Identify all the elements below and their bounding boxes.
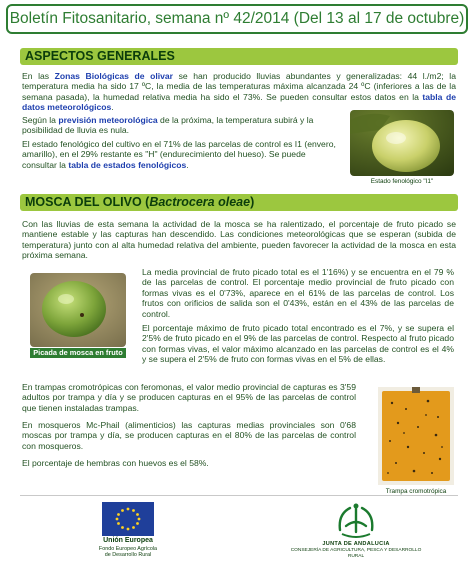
link-zonas-biologicas[interactable]: Zonas Biológicas de olivar <box>54 71 174 81</box>
eu-fund-line2: de Desarrollo Rural <box>104 552 152 558</box>
photo-caption-picada: Picada de mosca en fruto <box>30 348 126 358</box>
mosca-paragraph-5: En mosqueros Mc-Phail (alimenticios) las capturas medias provinciales son 0'68 moscas por trampa y día, se producen capturas en el 80% de las parcelas de control con mosqueros. <box>22 420 356 451</box>
mosca-paragraph-2: La media provincial de fruto picado total es el 1'16%) y se encuentra en el 79 % de las parcelas de control. El porcentaje medio provincial de fruto picado con formas vivas es el 0'73%, aparece en el 61% de las parcelas de control. Los frutos con orificios de salida son el 0'43%, están en el 43% de las parcelas de control. <box>142 267 454 319</box>
junta-name: JUNTA DE ANDALUCIA <box>322 541 390 547</box>
footer-divider <box>20 495 458 496</box>
link-tabla-meteorologicos[interactable]: tabla de datos meteorológicos <box>22 91 456 113</box>
photo-caption-estado-fenologico: Estado fenológico "I1" <box>370 178 434 185</box>
olive-yellow-photo-icon <box>350 110 454 176</box>
eu-name: Unión Europea <box>103 537 153 544</box>
eu-flag-icon <box>102 502 154 536</box>
junta-andalucia-emblem-icon <box>328 500 384 540</box>
bulletin-title: Boletín Fitosanitario, semana nº 42/2014 (Del 13 al 17 de octubre) <box>9 10 465 27</box>
link-tabla-fenologicos[interactable]: tabla de estados fenológicos <box>68 159 187 170</box>
mosca-paragraph-1: Con las lluvias de esta semana la actividad de la mosca se ha ralentizado, el porcentaje de fruto picado se mantiene estable y las capturas han descendido. Las condiciones meteorológicas que se esperan (subida de temperatura) junto con al alta humedad relativa del ambiente, pueden favorecer la actividad de la mosca en esta próxima semana. <box>22 219 456 261</box>
link-prevision-meteorologica[interactable]: previsión meteorológica <box>58 115 158 125</box>
bulletin-title-box <box>6 4 468 34</box>
mosca-paragraph-3: El porcentaje máximo de fruto picado total encontrado es el 7%, y se supera el 2'5% de fruto picado en el 9% de las parcelas de control. Respecto al fruto picado con formas vivas, el valor máximo alcanzado en las parcelas de control es el 4% y se supera el 2'5% de fruto con formas vivas en el 5% de ellas. <box>142 323 454 365</box>
mosca-paragraph-6: El porcentaje de hembras con huevos es el 58%. <box>22 458 209 468</box>
eu-fund-line1: Fondo Europeo Agrícola <box>98 546 158 552</box>
aspectos-paragraph-1: En las Zonas Biológicas de olivar se han producido lluvias abundantes y generalizadas: 44 l./m2; la temperatura media ha sido 17 ºC, la media de las temperaturas máxima alcanzada 24 ºC (inferiores a las de la semana pasada), la humedad relativa media ha sido el 73%. Se pueden consultar estos datos en la tabla de datos meteorológicos. <box>22 71 456 113</box>
section-heading-aspectos: ASPECTOS GENERALES <box>20 48 458 65</box>
olive-green-photo-icon <box>30 273 126 347</box>
eu-stars-icon <box>102 502 154 536</box>
junta-consejeria: CONSEJERÍA DE AGRICULTURA, PESCA Y DESARROLLO RURAL <box>290 548 422 560</box>
yellow-trap-photo-icon <box>378 387 454 485</box>
mosca-paragraph-4: En trampas cromotrópicas con feromonas, el valor medio provincial de capturas es 3'59 adultos por trampa y día y se producen capturas en el 95% de las parcelas de control que tienen instaladas trampas. <box>22 382 356 413</box>
junta-andalucia-logo <box>328 500 384 540</box>
aspectos-paragraph-2: Según la previsión meteorológica de la próxima, la temperatura subirá y la posibilidad de lluvia es nula. <box>22 115 314 136</box>
photo-olive-phenological-state <box>350 110 454 176</box>
photo-fly-sting-olive <box>30 273 126 347</box>
photo-chromotropic-trap <box>378 387 454 485</box>
section-heading-mosca: MOSCA DEL OLIVO (Bactrocera oleae) <box>20 194 458 211</box>
aspectos-paragraph-3: El estado fenológico del cultivo en el 71% de las parcelas de control es I1 (envero, amarillo), en el 29% restante es "H" (endurecimiento del hueso). Se puede consultar la tabla de estados fenológicos. <box>22 139 336 170</box>
photo-caption-trampa: Trampa cromotrópica <box>385 488 447 495</box>
